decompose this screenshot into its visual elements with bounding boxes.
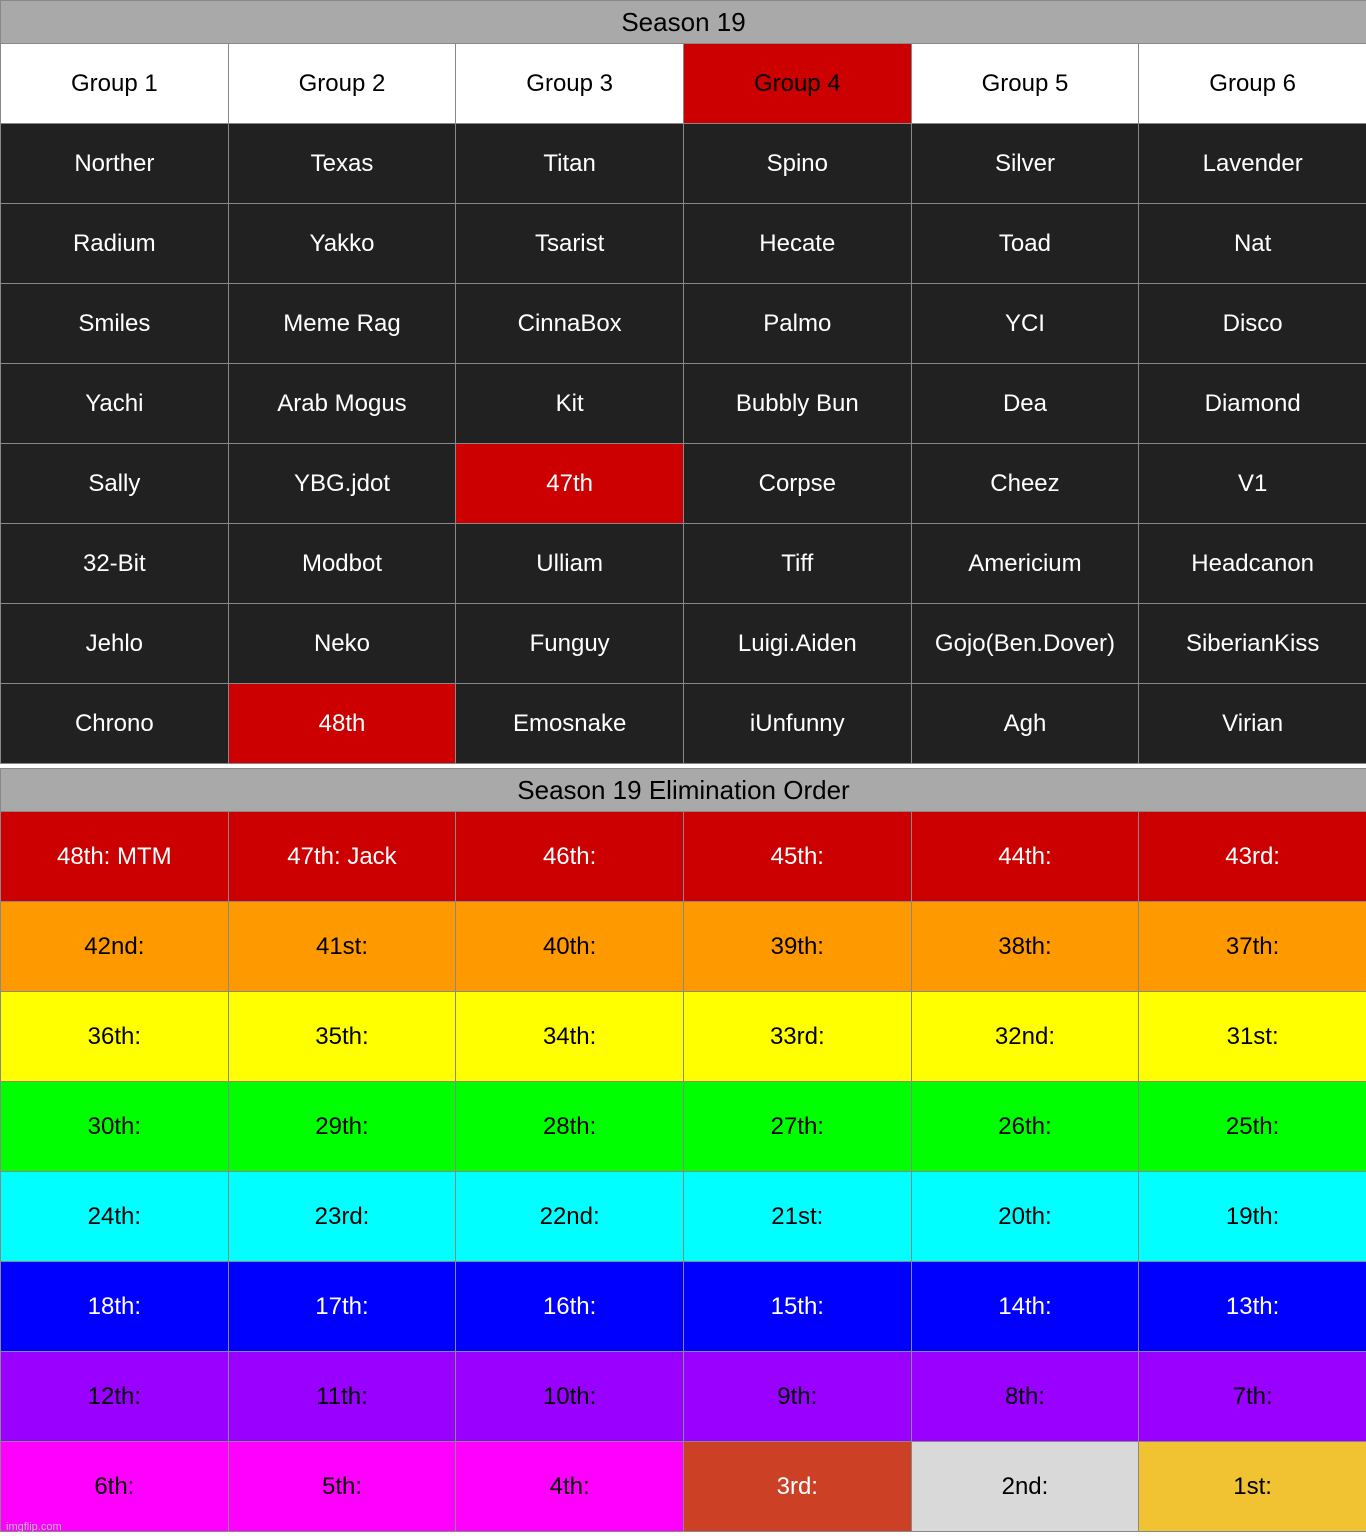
player-cell: Dea: [911, 364, 1139, 444]
player-cell: Funguy: [456, 604, 684, 684]
placement-cell: 40th:: [456, 902, 684, 992]
season-title: Season 19: [1, 1, 1366, 44]
player-row: [1, 524, 1366, 604]
podium-cell-2nd: 2nd:: [911, 1442, 1139, 1532]
placement-cell: 46th:: [456, 812, 684, 902]
player-cell: Diamond: [1139, 364, 1366, 444]
player-cell: Modbot: [228, 524, 456, 604]
placement-cell: 43rd:: [1139, 812, 1366, 902]
elimination-row: [1, 902, 1366, 992]
elimination-row: [1, 992, 1366, 1082]
placement-cell: 14th:: [911, 1262, 1139, 1352]
group-header-row: [1, 44, 1366, 124]
placement-cell: 45th:: [683, 812, 911, 902]
player-cell: iUnfunny: [683, 684, 911, 764]
eliminated-marker-cell: 47th: [456, 444, 684, 524]
placement-cell: 39th:: [683, 902, 911, 992]
player-row: [1, 284, 1366, 364]
player-cell: Neko: [228, 604, 456, 684]
placement-cell: 13th:: [1139, 1262, 1366, 1352]
placement-cell: 32nd:: [911, 992, 1139, 1082]
placement-cell: 19th:: [1139, 1172, 1366, 1262]
group-header-highlighted: Group 4: [683, 44, 911, 124]
elimination-row: [1, 1172, 1366, 1262]
placement-cell: 10th:: [456, 1352, 684, 1442]
placement-cell: 30th:: [1, 1082, 229, 1172]
player-cell: Agh: [911, 684, 1139, 764]
player-cell: Bubbly Bun: [683, 364, 911, 444]
podium-cell-1st: 1st:: [1139, 1442, 1366, 1532]
player-row: [1, 204, 1366, 284]
eliminated-marker-cell: 48th: [228, 684, 456, 764]
player-cell: Titan: [456, 124, 684, 204]
placement-cell: 24th:: [1, 1172, 229, 1262]
player-cell: Emosnake: [456, 684, 684, 764]
player-cell: Nat: [1139, 204, 1366, 284]
player-cell: V1: [1139, 444, 1366, 524]
elimination-row: [1, 1442, 1366, 1532]
player-cell: Cheez: [911, 444, 1139, 524]
player-cell: Yachi: [1, 364, 229, 444]
placement-cell: 48th: MTM: [1, 812, 229, 902]
placement-cell: 21st:: [683, 1172, 911, 1262]
player-cell: Gojo(Ben.Dover): [911, 604, 1139, 684]
player-row: [1, 124, 1366, 204]
elimination-title: Season 19 Elimination Order: [1, 769, 1366, 812]
placement-cell: 38th:: [911, 902, 1139, 992]
player-cell: Disco: [1139, 284, 1366, 364]
placement-cell: 37th:: [1139, 902, 1366, 992]
placement-cell: 20th:: [911, 1172, 1139, 1262]
placement-cell: 22nd:: [456, 1172, 684, 1262]
placement-cell: 4th:: [456, 1442, 684, 1532]
placement-cell: 7th:: [1139, 1352, 1366, 1442]
placement-cell: 33rd:: [683, 992, 911, 1082]
placement-cell: 35th:: [228, 992, 456, 1082]
podium-cell-3rd: 3rd:: [683, 1442, 911, 1532]
placement-cell: 6th:: [1, 1442, 229, 1532]
player-cell: Chrono: [1, 684, 229, 764]
player-cell: Tiff: [683, 524, 911, 604]
player-cell: Arab Mogus: [228, 364, 456, 444]
player-row: [1, 604, 1366, 684]
placement-cell: 42nd:: [1, 902, 229, 992]
player-cell: Headcanon: [1139, 524, 1366, 604]
group-header: Group 2: [228, 44, 456, 124]
player-row: [1, 364, 1366, 444]
player-cell: Virian: [1139, 684, 1366, 764]
player-cell: YCI: [911, 284, 1139, 364]
player-cell: Yakko: [228, 204, 456, 284]
elimination-row: [1, 812, 1366, 902]
placement-cell: 17th:: [228, 1262, 456, 1352]
player-cell: Luigi.Aiden: [683, 604, 911, 684]
placement-cell: 28th:: [456, 1082, 684, 1172]
placement-cell: 27th:: [683, 1082, 911, 1172]
player-cell: Tsarist: [456, 204, 684, 284]
placement-cell: 23rd:: [228, 1172, 456, 1262]
player-row: [1, 684, 1366, 764]
watermark: imgflip.com: [6, 1521, 62, 1533]
placement-cell: 25th:: [1139, 1082, 1366, 1172]
player-cell: Toad: [911, 204, 1139, 284]
placement-cell: 26th:: [911, 1082, 1139, 1172]
group-header: Group 5: [911, 44, 1139, 124]
player-cell: CinnaBox: [456, 284, 684, 364]
placement-cell: 44th:: [911, 812, 1139, 902]
elimination-row: [1, 1352, 1366, 1442]
player-cell: Norther: [1, 124, 229, 204]
placement-cell: 36th:: [1, 992, 229, 1082]
player-cell: Radium: [1, 204, 229, 284]
player-cell: Palmo: [683, 284, 911, 364]
elimination-table: [0, 768, 1366, 1532]
player-cell: YBG.jdot: [228, 444, 456, 524]
player-cell: SiberianKiss: [1139, 604, 1366, 684]
placement-cell: 12th:: [1, 1352, 229, 1442]
placement-cell: 41st:: [228, 902, 456, 992]
player-cell: Ulliam: [456, 524, 684, 604]
player-cell: Smiles: [1, 284, 229, 364]
placement-cell: 5th:: [228, 1442, 456, 1532]
placement-cell: 31st:: [1139, 992, 1366, 1082]
placement-cell: 15th:: [683, 1262, 911, 1352]
placement-cell: 16th:: [456, 1262, 684, 1352]
group-header: Group 3: [456, 44, 684, 124]
player-cell: Kit: [456, 364, 684, 444]
placement-cell: 34th:: [456, 992, 684, 1082]
player-cell: Americium: [911, 524, 1139, 604]
group-header: Group 1: [1, 44, 229, 124]
elimination-row: [1, 1262, 1366, 1352]
player-cell: Texas: [228, 124, 456, 204]
player-cell: Hecate: [683, 204, 911, 284]
placement-cell: 11th:: [228, 1352, 456, 1442]
group-header: Group 6: [1139, 44, 1366, 124]
player-cell: 32-Bit: [1, 524, 229, 604]
placement-cell: 8th:: [911, 1352, 1139, 1442]
player-cell: Silver: [911, 124, 1139, 204]
groups-table: [0, 0, 1366, 764]
player-row: [1, 444, 1366, 524]
elimination-row: [1, 1082, 1366, 1172]
player-cell: Meme Rag: [228, 284, 456, 364]
player-cell: Jehlo: [1, 604, 229, 684]
placement-cell: 29th:: [228, 1082, 456, 1172]
player-cell: Lavender: [1139, 124, 1366, 204]
placement-cell: 18th:: [1, 1262, 229, 1352]
placement-cell: 9th:: [683, 1352, 911, 1442]
player-cell: Sally: [1, 444, 229, 524]
placement-cell: 47th: Jack: [228, 812, 456, 902]
player-cell: Corpse: [683, 444, 911, 524]
player-cell: Spino: [683, 124, 911, 204]
